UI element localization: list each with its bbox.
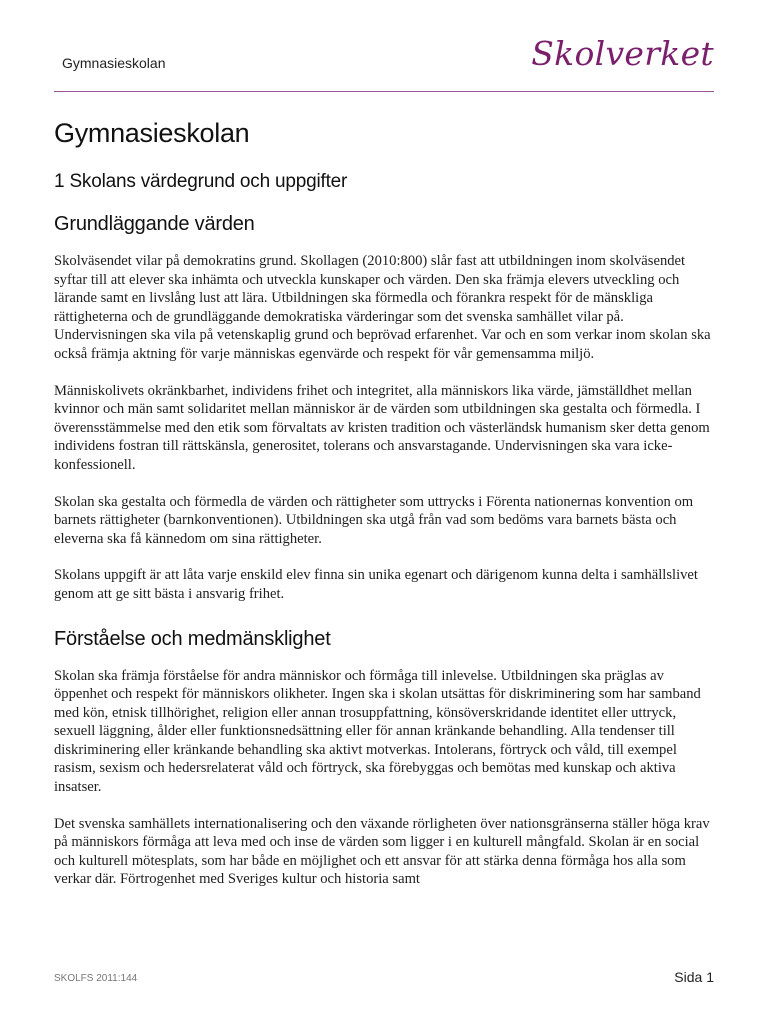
skolverket-logo: Skolverket (531, 34, 714, 73)
header-title: Gymnasieskolan (62, 55, 166, 71)
paragraph: Skolans uppgift är att låta varje enskild elev finna sin unika egenart och därigenom kunna delta i samhällslivet genom att ge sitt bästa i ansvarig frihet. (54, 567, 698, 602)
page-title: Gymnasieskolan (54, 118, 250, 148)
section-heading: Förståelse och medmänsklighet (54, 627, 331, 650)
section-heading: Grundläggande värden (54, 213, 255, 235)
chapter-heading: 1 Skolans värdegrund och uppgifter (54, 171, 348, 192)
section-forstaelse-och-medmansklighet (54, 628, 716, 890)
header-divider (54, 91, 714, 92)
document-code: SKOLFS 2011:144 (54, 973, 138, 984)
paragraph: Skolan ska gestalta och förmedla de värden och rättigheter som uttrycks i Förenta nationernas konvention om barnets rättigheter (barnkonventionen). Utbildningen ska utgå från vad som bedöms vara barnets bästa och eleverna ska få kännedom om sina rättigheter. (54, 493, 694, 547)
document-body (54, 118, 716, 907)
paragraph: Skolan ska främja förståelse för andra människor och förmåga till inlevelse. Utbildningen ska präglas av öppenhet och respekt för människors olikheter. Ingen ska i skolan utsättas för diskriminering som har samband med kön, etnisk tillhörighet, religion eller annan trosuppfattning, könsöverskridande identitet eller uttryck, sexuell läggning, ålder eller funktionsnedsättning eller för annan kränkande behandling. Alla tendenser till diskriminering eller kränkande behandling ska aktivt motverkas. Intolerans, förtryck och våld, till exempel rasism, sexism och hedersrelaterat våld och förtryck, ska förebyggas och bemötas med kunskap och aktiva insatser. (54, 667, 701, 796)
section-grundlaggande-varden (54, 213, 716, 604)
paragraph: Skolväsendet vilar på demokratins grund. Skollagen (2010:800) slår fast att utbildningen inom skolväsendet syftar till att elever ska inhämta och utveckla kunskaper och värden. Den ska främja elevers utveckling och lärande samt en livslång lust att lära. Utbildningen ska förmedla och förankra respekt för de mänskliga rättigheterna och de grundläggande demokratiska värderingar som det svenska samhället vilar på. Undervisningen ska vila på vetenskaplig grund och beprövad erfarenhet. Var och en som verkar inom skolan ska också främja aktning för varje människas egenvärde och respekt för vår gemensamma miljö. (54, 253, 711, 362)
page-number: Sida 1 (674, 969, 714, 985)
paragraph: Det svenska samhällets internationalisering och den växande rörligheten över nationsgränserna ställer höga krav på människors förmåga att leva med och inse de värden som ligger i en kulturell mångfald. Skolan är en social och kulturell mötesplats, som har både en möjlighet och ett ansvar för att stärka denna förmåga hos alla som verkar där. Förtrogenhet med Sveriges kultur och historia samt (54, 815, 710, 888)
paragraph: Människolivets okränkbarhet, individens frihet och integritet, alla människors lika värde, jämställdhet mellan kvinnor och män samt solidaritet mellan människor är de värden som utbildningen ska gestalta och förmedla. I överensstämmelse med den etik som förvaltats av kristen tradition och västerländsk humanism sker detta genom individens fostran till rättskänsla, generositet, tolerans och ansvarstagande. Undervisningen ska vara icke-konfessionell. (54, 382, 710, 473)
